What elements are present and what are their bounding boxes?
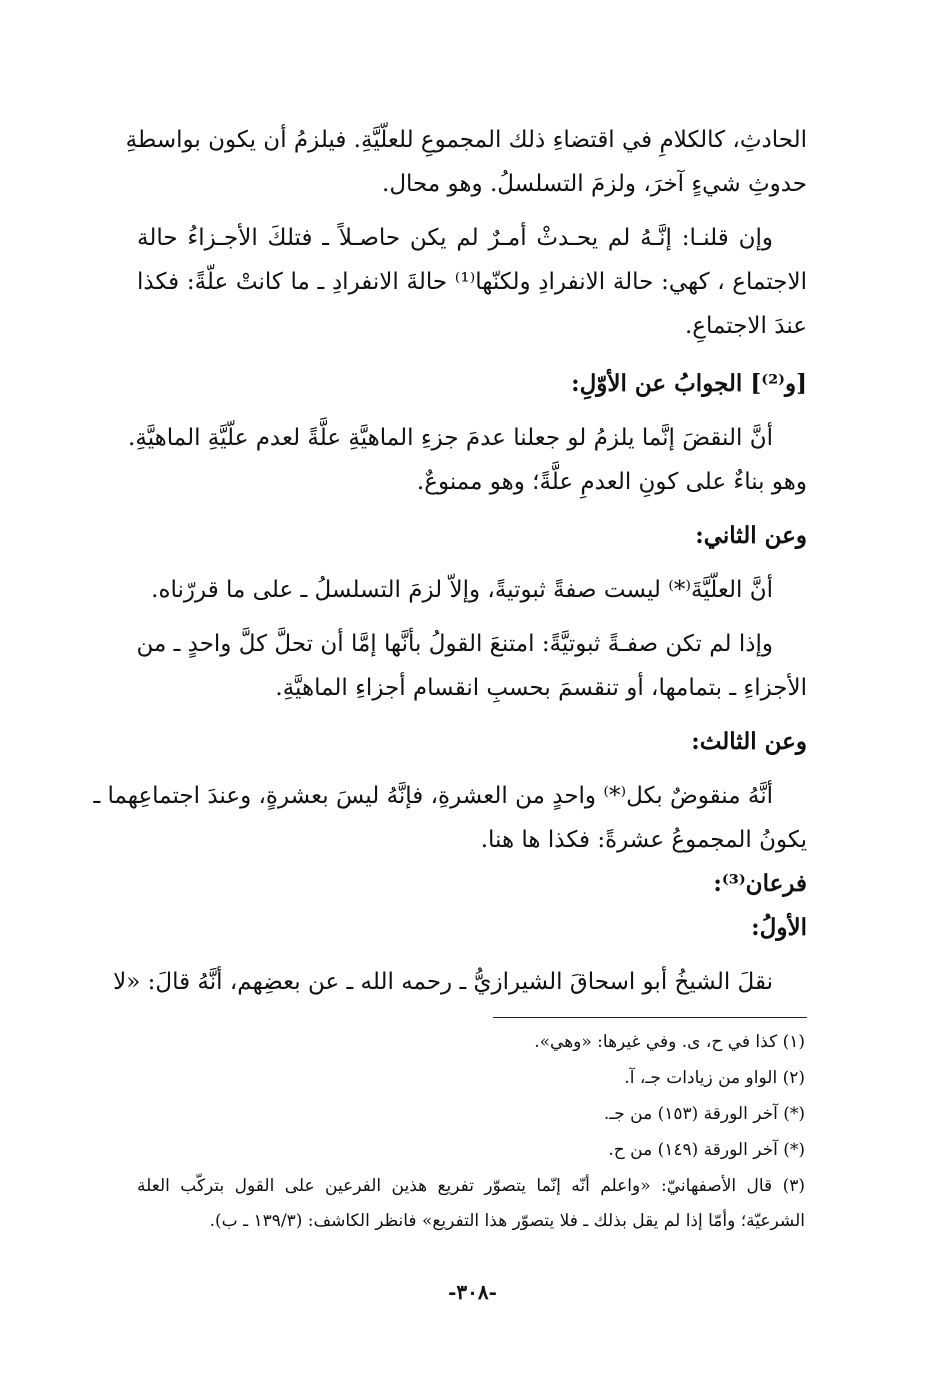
text-line: يكونُ المجموعُ عشرةً: فكذا ها هنا.: [480, 827, 807, 853]
footnote-divider: [493, 1017, 807, 1018]
footnotes: [137, 1024, 805, 1238]
text-line: عندَ الاجتماعِ.: [684, 313, 807, 339]
footnote: (*) آخر الورقة (١٥٣) من جـ.: [603, 1104, 805, 1124]
text-line: وهو بناءٌ على كونِ العدمِ علَّةً؛ وهو ممنوعٌ.: [416, 469, 807, 495]
section-heading: فرعان⁽³⁾:: [713, 870, 807, 897]
text-line: وإن قلنـا: إنَّـهُ لم يحـدثْ أمـرٌ لم يكن حاصـلاً ـ فتلكَ الأجـزاءُ حالة: [137, 225, 773, 251]
text-line: أنَّ النقضَ إنَّما يلزمُ لو جعلنا عدمَ جزءِ الماهيَّةِ علَّةً لعدم علّيَّةِ الماهيَّةِ.: [128, 425, 773, 451]
section-heading: وعن الثاني:: [695, 522, 807, 549]
text-line: أنَّ العلّيَّةَ⁽*⁾ ليست صفةً ثبوتيةً، وإلاّ لزمَ التسلسلُ ـ على ما قررّناه.: [151, 577, 773, 603]
text-line: وإذا لم تكن صفـةً ثبوتيَّةً: امتنعَ القولُ بأنَّها إمَّا أن تحلَّ كلَّ واحدٍ ـ من: [136, 631, 773, 657]
section-heading: [و⁽²⁾] الجوابُ عن الأوّلِ:: [571, 370, 807, 397]
main-text: [93, 118, 808, 1004]
text-line: الحادثِ، كالكلامِ في اقتضاءِ ذلك المجموعِ للعلّيَّةِ. فيلزمُ أن يكون بواسطةِ: [125, 127, 807, 153]
text-line: الأجزاءِ ـ بتمامها، أو تنقسمَ بحسبِ انقسام أجزاءِ الماهيَّةِ.: [275, 675, 807, 701]
text-line: حدوثِ شيءٍ آخرَ، ولزمَ التسلسلُ. وهو محال.: [382, 171, 807, 197]
text-line: أنَّهُ منقوضٌ بكل⁽*⁾ واحدٍ من العشرةِ، فإنَّهُ ليسَ بعشرةٍ، وعندَ اجتماعِهما ـ: [93, 783, 773, 809]
footnote: (١) كذا في ح، ى. وفي غيرها: «وهي».: [534, 1032, 805, 1052]
footnote: (٢) الواو من زيادات جـ، آ.: [624, 1068, 805, 1088]
footnote-continuation: الشرعيّة؛ وأمّا إذا لم يقل بذلك ـ فلا يتصوّر هذا التفريع» فانظر الكاشف: (١٣٩/٣ ـ ب).: [209, 1211, 805, 1231]
section-heading: الأولُ:: [751, 914, 807, 941]
text-line: الاجتماع ، كهي: حالة الانفرادِ ولكنّها⁽¹⁾ حالةَ الانفرادِ ـ ما كانتْ علّةً: فكذا: [137, 269, 808, 295]
page-number: -٣٠٨-: [448, 1280, 497, 1304]
footnote: (٣) قال الأصفهانيّ: «واعلم أنّه إنّما يتصوّر تفريع هذين الفرعين على القول بتركّب العلة: [137, 1176, 805, 1196]
section-heading: وعن الثالث:: [691, 728, 807, 755]
footnote: (*) آخر الورقة (١٤٩) من ح.: [608, 1140, 805, 1160]
text-line: نقلَ الشيخُ أبو اسحاقَ الشيرازيُّ ـ رحمه الله ـ عن بعضِهم، أنَّهُ قالَ: «لا: [113, 969, 773, 995]
